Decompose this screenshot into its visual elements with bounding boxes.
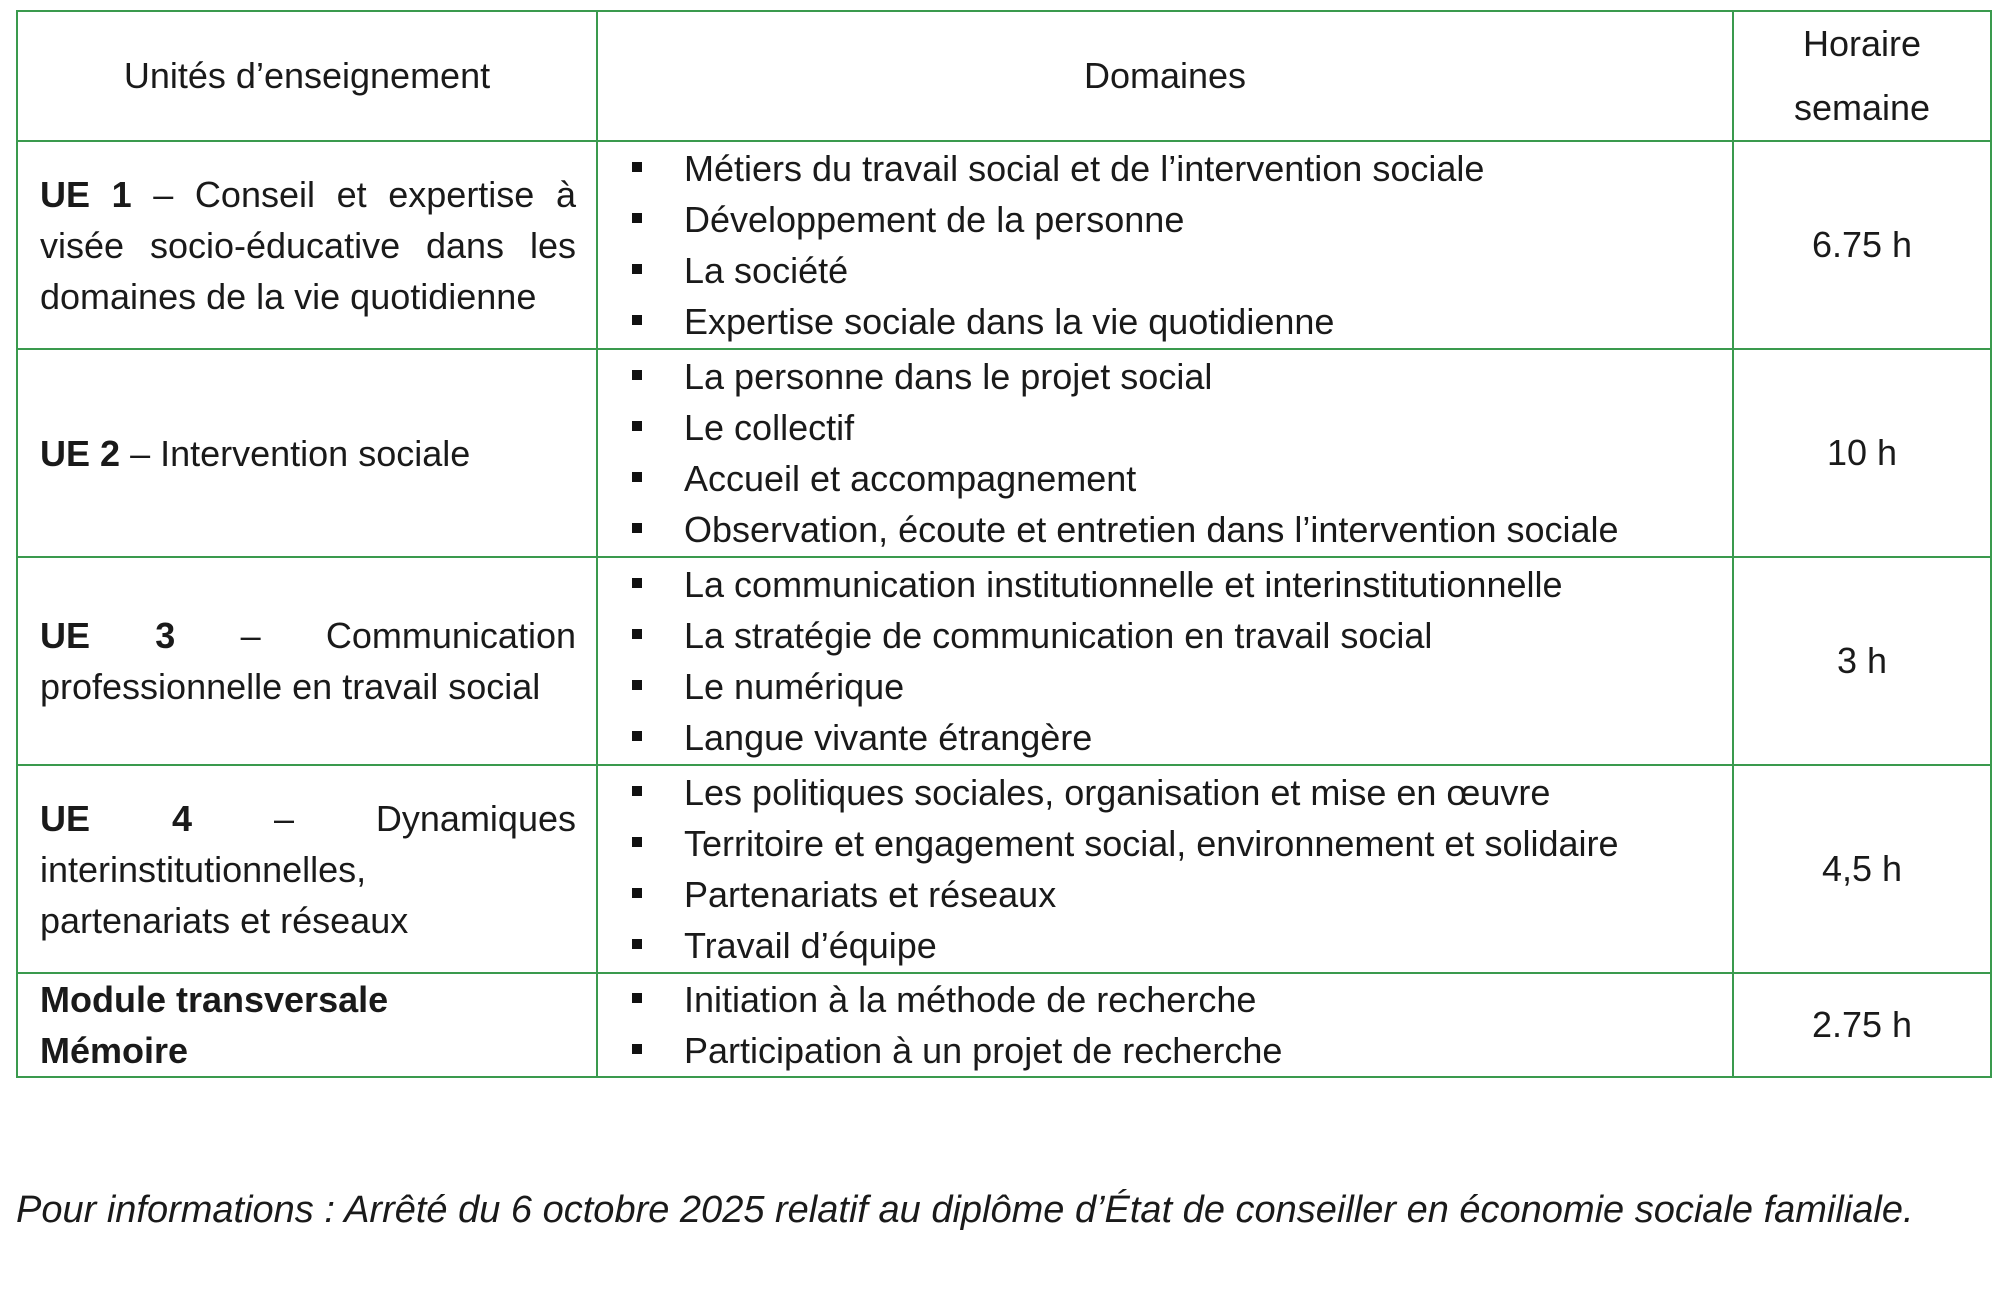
list-item: Les politiques sociales, organisation et mise en œuvre bbox=[632, 767, 1732, 818]
bullet-icon bbox=[632, 939, 642, 949]
hours-cell: 10 h bbox=[1733, 349, 1991, 557]
unit-cell bbox=[17, 973, 597, 1077]
bullet-icon bbox=[632, 837, 642, 847]
unit-title-line: Mémoire bbox=[40, 1030, 189, 1071]
hours-cell: 3 h bbox=[1733, 557, 1991, 765]
list-item: Observation, écoute et entretien dans l’intervention sociale bbox=[632, 504, 1732, 555]
unit-cell bbox=[17, 141, 597, 349]
list-item: Langue vivante étrangère bbox=[632, 712, 1732, 763]
list-item: Accueil et accompagnement bbox=[632, 453, 1732, 504]
domains-list bbox=[598, 143, 1732, 347]
list-item: Partenariats et réseaux bbox=[632, 869, 1732, 920]
hours-cell: 4,5 h bbox=[1733, 765, 1991, 973]
domains-cell bbox=[597, 973, 1733, 1077]
bullet-icon bbox=[632, 578, 642, 588]
domains-list bbox=[598, 767, 1732, 971]
list-item: La personne dans le projet social bbox=[632, 351, 1732, 402]
unit-title-line: visée socio-éducative dans les bbox=[40, 224, 576, 266]
list-item: Métiers du travail social et de l’intervention sociale bbox=[632, 143, 1732, 194]
unit-cell bbox=[17, 765, 597, 973]
list-item: Territoire et engagement social, environnement et solidaire bbox=[632, 818, 1732, 869]
table-row bbox=[17, 349, 1991, 557]
unit-code: UE 3 bbox=[40, 615, 176, 656]
unit-cell bbox=[17, 557, 597, 765]
bullet-icon bbox=[632, 315, 642, 325]
unit-code: UE 2 bbox=[40, 432, 121, 474]
domains-list bbox=[598, 974, 1732, 1076]
unit-title-line: Module transversale bbox=[40, 979, 389, 1020]
unit-title-line: UE 3 – Communication bbox=[40, 615, 576, 656]
unit-title-line: interinstitutionnelles, bbox=[40, 848, 367, 890]
list-item: Le numérique bbox=[632, 661, 1732, 712]
list-item: Initiation à la méthode de recherche bbox=[632, 974, 1732, 1025]
unit-title-line: UE 4 – Dynamiques bbox=[40, 797, 576, 839]
bullet-icon bbox=[632, 213, 642, 223]
domains-cell bbox=[597, 349, 1733, 557]
list-item: La communication institutionnelle et interinstitutionnelle bbox=[632, 559, 1732, 610]
bullet-icon bbox=[632, 680, 642, 690]
list-item: Expertise sociale dans la vie quotidienne bbox=[632, 296, 1732, 347]
list-item: Développement de la personne bbox=[632, 194, 1732, 245]
table-row bbox=[17, 141, 1991, 349]
domains-cell bbox=[597, 557, 1733, 765]
footnote: Pour informations : Arrêté du 6 octobre 2025 relatif au diplôme d’État de conseiller en économie sociale familiale. bbox=[16, 1189, 1914, 1231]
unit-title-line: UE 2 – Intervention sociale bbox=[40, 432, 471, 474]
table-row bbox=[17, 557, 1991, 765]
domains-list bbox=[598, 351, 1732, 555]
header-hours-line1: Horaire bbox=[1802, 23, 1922, 64]
header-domains: Domaines bbox=[597, 11, 1733, 141]
domains-cell bbox=[597, 765, 1733, 973]
bullet-icon bbox=[632, 264, 642, 274]
unit-title-line: professionnelle en travail social bbox=[40, 666, 541, 707]
list-item: La stratégie de communication en travail social bbox=[632, 610, 1732, 661]
list-item: Travail d’équipe bbox=[632, 920, 1732, 971]
list-item: La société bbox=[632, 245, 1732, 296]
header-hours-line2: semaine bbox=[1793, 87, 1931, 128]
bullet-icon bbox=[632, 1044, 642, 1054]
hours-cell: 2.75 h bbox=[1733, 973, 1991, 1077]
bullet-icon bbox=[632, 786, 642, 796]
unit-title-line: domaines de la vie quotidienne bbox=[40, 275, 537, 317]
list-item: Le collectif bbox=[632, 402, 1732, 453]
unit-title-line: partenariats et réseaux bbox=[40, 899, 409, 941]
bullet-icon bbox=[632, 370, 642, 380]
hours-cell: 6.75 h bbox=[1733, 141, 1991, 349]
bullet-icon bbox=[632, 472, 642, 482]
bullet-icon bbox=[632, 629, 642, 639]
bullet-icon bbox=[632, 162, 642, 172]
bullet-icon bbox=[632, 523, 642, 533]
unit-code: UE 4 bbox=[40, 797, 192, 839]
bullet-icon bbox=[632, 731, 642, 741]
header-hours bbox=[1733, 11, 1991, 141]
unit-code: UE 1 bbox=[40, 173, 132, 215]
table-row bbox=[17, 765, 1991, 973]
list-item: Participation à un projet de recherche bbox=[632, 1025, 1732, 1076]
domains-cell bbox=[597, 141, 1733, 349]
domains-list bbox=[598, 559, 1732, 763]
curriculum-table-container bbox=[16, 10, 1990, 1078]
curriculum-table bbox=[16, 10, 1992, 1078]
unit-cell bbox=[17, 349, 597, 557]
bullet-icon bbox=[632, 421, 642, 431]
unit-title-line: UE 1 – Conseil et expertise à bbox=[40, 173, 576, 215]
bullet-icon bbox=[632, 888, 642, 898]
table-row bbox=[17, 973, 1991, 1077]
table-header-row bbox=[17, 11, 1991, 141]
bullet-icon bbox=[632, 993, 642, 1003]
header-units: Unités d’enseignement bbox=[17, 11, 597, 141]
